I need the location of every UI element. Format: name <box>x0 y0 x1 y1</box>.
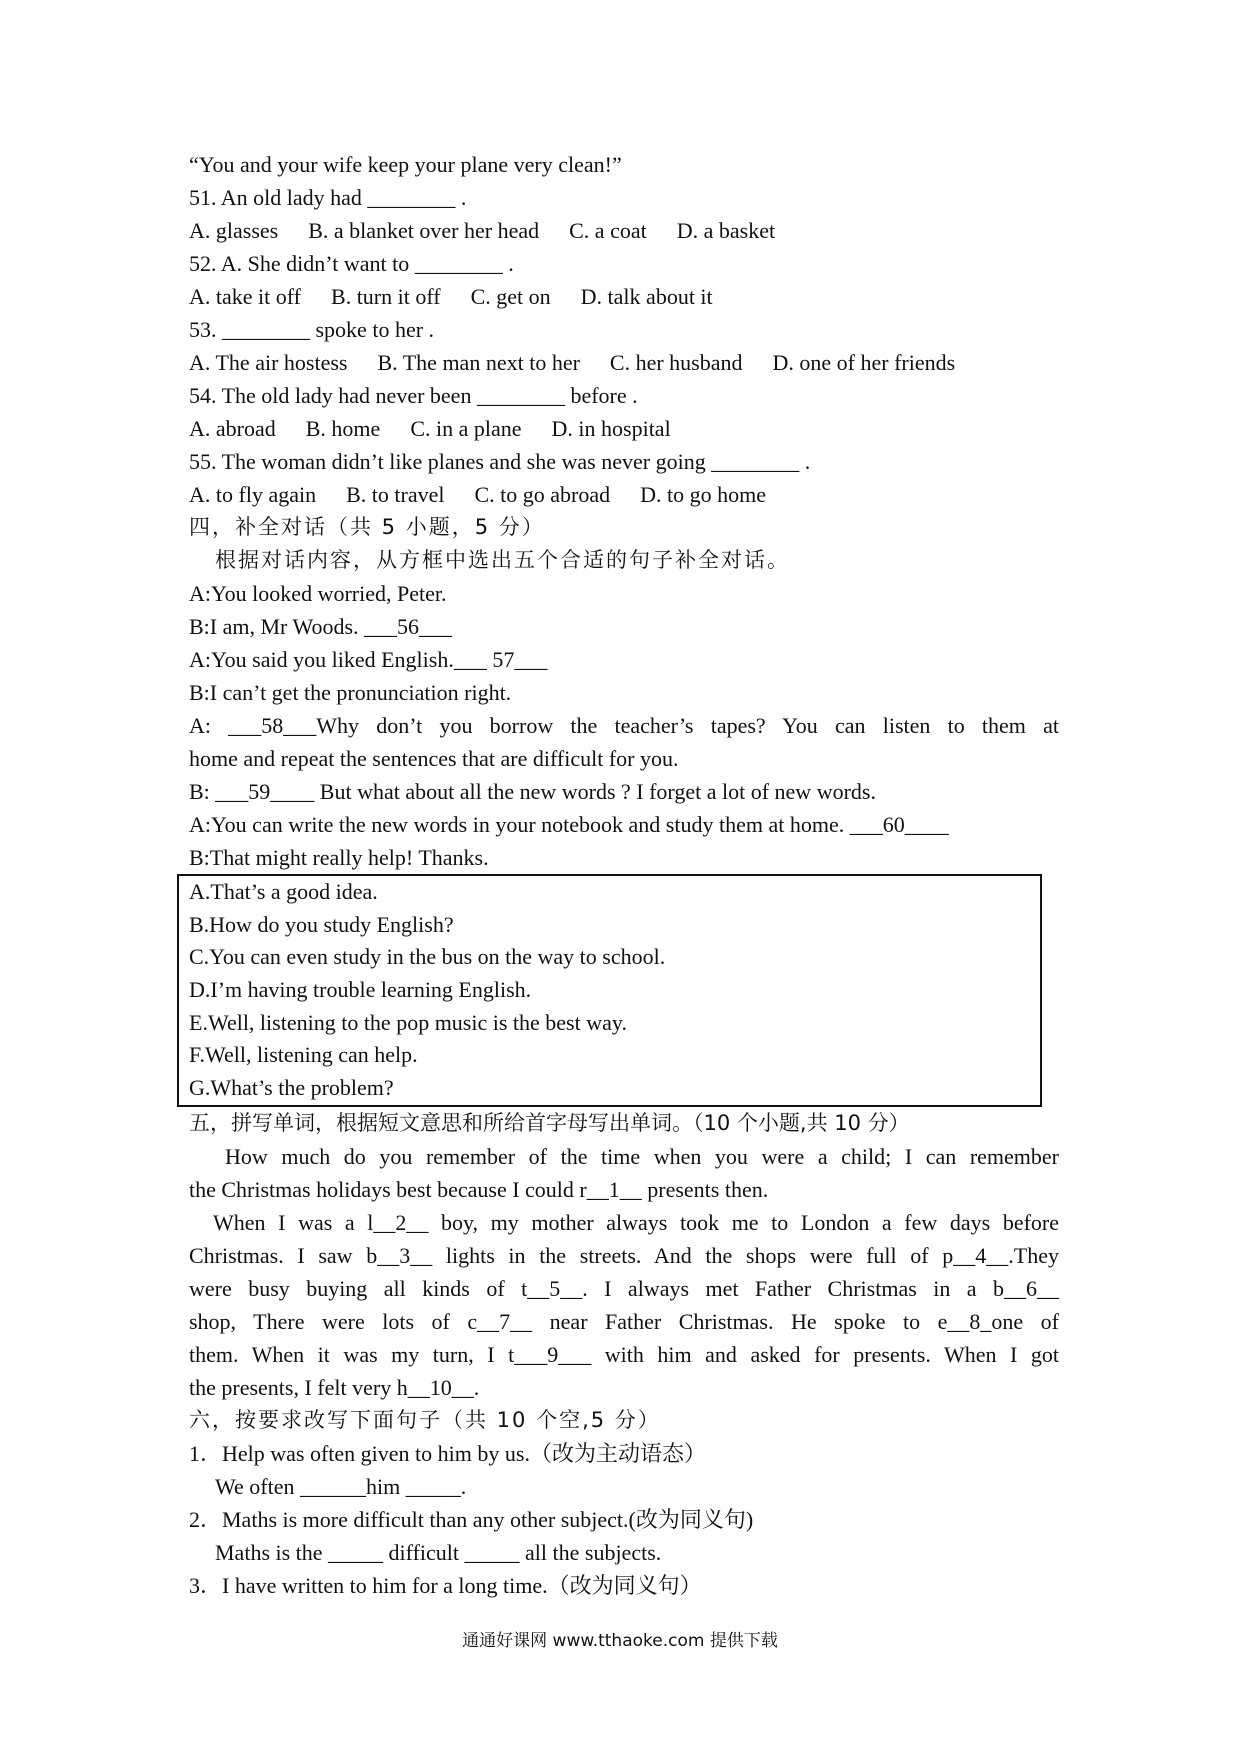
option: D. one of her friends <box>772 350 956 375</box>
question-53-stem: 53. ________ spoke to her . <box>189 317 435 342</box>
option: B. The man next to her <box>377 350 580 375</box>
dialogue-line: B: ___59____ But what about all the new words ? I forget a lot of new words. <box>189 779 876 804</box>
choice-item: C.You can even study in the bus on the way to school. <box>189 944 666 970</box>
passage-line: were busy buying all kinds of t__5__. I always met Father Christmas in a b__6__ <box>189 1275 1059 1301</box>
dialogue-line: A:You looked worried, Peter. <box>189 581 447 606</box>
dialogue-line: B:That might really help! Thanks. <box>189 845 489 870</box>
passage-line: the Christmas holidays best because I could r__1__ presents then. <box>189 1176 769 1202</box>
choice-item: D.I’m having trouble learning English. <box>189 977 532 1003</box>
choice-item: F.Well, listening can help. <box>189 1042 418 1068</box>
option: A. abroad <box>189 416 276 441</box>
question-55-stem: 55. The woman didn’t like planes and she was never going ________ . <box>189 449 811 474</box>
passage-line: When I was a l__2__ boy, my mother always took me to London a few days before <box>213 1209 1059 1235</box>
question-54-options <box>189 412 1059 445</box>
rewrite-question: 1．Help was often given to him by us.（改为主动语态） <box>189 1440 706 1466</box>
option: C. a coat <box>569 218 647 243</box>
section-5-title: 五，拼写单词，根据短文意思和所给首字母写出单词。（10 个小题,共 10 分） <box>189 1110 910 1135</box>
section-6-title: 六，按要求改写下面句子（共 10 个空,5 分） <box>189 1407 661 1432</box>
dialogue-line: B:I can’t get the pronunciation right. <box>189 680 512 705</box>
option: A. The air hostess <box>189 350 348 375</box>
passage-line: How much do you remember of the time when you were a child; I can remember <box>225 1143 1059 1169</box>
section-4-title: 四，补全对话（共 5 小题，5 分） <box>189 515 545 539</box>
question-52-options <box>189 280 1059 313</box>
dialogue-line: B:I am, Mr Woods. ___56___ <box>189 614 453 639</box>
option: D. in hospital <box>551 416 671 441</box>
passage-line: them. When it was my turn, I t___9___ with him and asked for presents. When I got <box>189 1341 1059 1367</box>
rewrite-answer: Maths is the _____ difficult _____ all the subjects. <box>215 1539 662 1565</box>
passage-line: shop, There were lots of c__7__ near Father Christmas. He spoke to e__8_one of <box>189 1308 1059 1334</box>
page-footer: 通通好课网 www.tthaoke.com 提供下载 <box>462 1631 778 1651</box>
dialogue-line: home and repeat the sentences that are difficult for you. <box>189 746 679 771</box>
choice-item: G.What’s the problem? <box>189 1075 394 1101</box>
choice-item: B.How do you study English? <box>189 911 454 937</box>
option: B. a blanket over her head <box>308 218 540 243</box>
question-51-stem: 51. An old lady had ________ . <box>189 185 467 210</box>
option: C. get on <box>470 284 551 309</box>
dialogue-line: A:You said you liked English.___ 57___ <box>189 647 548 672</box>
option: C. her husband <box>609 350 743 375</box>
question-53-options <box>189 346 1059 379</box>
dialogue-line: A: ___58___Why don’t you borrow the teacher’s tapes? You can listen to them at <box>189 713 1059 738</box>
section-4-instruction: 根据对话内容，从方框中选出五个合适的句子补全对话。 <box>215 548 790 572</box>
question-51-options <box>189 214 1059 247</box>
option: C. in a plane <box>410 416 522 441</box>
question-55-options <box>189 478 1059 511</box>
rewrite-question: 3．I have written to him for a long time.（改为同义句） <box>189 1572 702 1598</box>
choices-box <box>177 874 1042 1107</box>
option: D. to go home <box>640 482 767 507</box>
rewrite-question: 2．Maths is more difficult than any other subject.(改为同义句) <box>189 1506 754 1532</box>
option: B. home <box>305 416 381 441</box>
option: A. glasses <box>189 218 279 243</box>
exam-page <box>189 148 1059 1602</box>
option: B. to travel <box>346 482 445 507</box>
option: D. a basket <box>676 218 776 243</box>
rewrite-answer: We often ______him _____. <box>215 1473 467 1499</box>
question-54-stem: 54. The old lady had never been ________ before . <box>189 383 638 408</box>
passage-line: the presents, I felt very h__10__. <box>189 1374 480 1400</box>
choice-item: E.Well, listening to the pop music is the best way. <box>189 1009 627 1035</box>
question-52-stem: 52. A. She didn’t want to ________ . <box>189 251 514 276</box>
reading-quote: “You and your wife keep your plane very clean!” <box>189 152 622 177</box>
option: A. take it off <box>189 284 302 309</box>
option: C. to go abroad <box>474 482 611 507</box>
passage-line: Christmas. I saw b__3__ lights in the streets. And the shops were full of p__4__.They <box>189 1242 1059 1268</box>
option: B. turn it off <box>331 284 441 309</box>
option: A. to fly again <box>189 482 317 507</box>
dialogue-line: A:You can write the new words in your notebook and study them at home. ___60____ <box>189 812 949 837</box>
option: D. talk about it <box>580 284 713 309</box>
choice-item: A.That’s a good idea. <box>189 879 378 904</box>
